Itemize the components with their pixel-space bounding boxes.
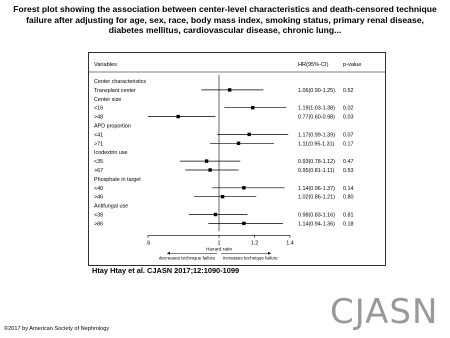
x-tick-label: 1.4 [286, 240, 294, 247]
point-estimate [228, 88, 231, 91]
x-tick-label: .6 [145, 240, 151, 247]
group-label: Phosphate in target [94, 176, 141, 183]
p-value: 0.47 [343, 159, 354, 166]
row-label: >46 [94, 194, 104, 201]
hr-value: 1.11(0.95-1.31) [298, 141, 335, 148]
hr-value: 1.19(1.03-1.38) [298, 105, 335, 112]
group-label: Center size [94, 96, 122, 103]
forest-plot [88, 52, 386, 266]
row-label: <41 [94, 132, 104, 139]
hr-value: 1.06(0.90-1.25) [298, 87, 335, 94]
citation: Htay Htay et al. CJASN 2017;12:1090-1099 [92, 266, 240, 275]
group-label: Antifungal use [94, 203, 129, 210]
header-p-value: p-value [343, 62, 362, 68]
row-label: <16 [94, 105, 104, 112]
header-hr: HR(95%-CI) [298, 62, 329, 68]
slide-title: Forest plot showing the association between center-level characteristics and death-censored technique failure after adjusting for age, sex, race, body mass index, smoking status, primary renal disease, diabetes mellitus, cardiovascular disease, chronic lung... [13, 4, 437, 36]
p-value: 0.53 [343, 168, 354, 174]
row-label: >67 [94, 168, 104, 174]
p-value: 0.03 [343, 114, 354, 121]
point-estimate [237, 142, 240, 145]
row-label: <40 [94, 185, 104, 192]
row-label: Transplant center [94, 87, 136, 94]
p-value: 0.07 [343, 132, 354, 139]
hr-value: 0.98(0.83-1.16) [298, 212, 335, 219]
group-label: APD proportion [94, 123, 131, 130]
hr-value: 1.17(0.99-1.39) [298, 132, 335, 139]
hr-value: 1.14(0.96-1.37) [298, 185, 335, 192]
journal-logo: CJASN [330, 292, 439, 332]
row-label: <35 [94, 159, 104, 166]
direction-label-right: increases technique failure [223, 255, 278, 261]
point-estimate [208, 168, 211, 171]
x-tick-label: 1.2 [250, 240, 259, 247]
point-estimate [214, 213, 217, 216]
point-estimate [176, 115, 179, 118]
p-value: 0.02 [343, 105, 354, 112]
p-value: 0.18 [343, 221, 354, 228]
row-label: >86 [94, 221, 104, 228]
group-label: Center characteristics [94, 79, 147, 85]
hr-value: 0.93(0.78-1.12) [298, 159, 335, 166]
p-value: 0.80 [343, 194, 354, 201]
point-estimate [251, 106, 254, 109]
header-variables: Variables [94, 62, 117, 68]
hr-value: 0.77(0.60-0.98) [298, 114, 335, 121]
x-tick-label: 1 [217, 240, 221, 247]
p-value: 0.81 [343, 212, 354, 219]
p-value: 0.17 [343, 141, 354, 148]
group-label: Icodextrin use [94, 150, 128, 157]
point-estimate [242, 222, 245, 225]
point-estimate [247, 133, 250, 136]
row-label: <38 [94, 212, 104, 219]
hr-value: 0.95(0.81-1.11) [298, 168, 335, 174]
row-label: >48 [94, 114, 104, 121]
x-axis-label: Hazard ratio [205, 247, 233, 253]
p-value: 0.52 [343, 87, 354, 94]
copyright-notice: ©2017 by American Society of Nephrology [4, 326, 110, 332]
p-value: 0.14 [343, 185, 354, 192]
point-estimate [221, 195, 224, 198]
row-label: >71 [94, 141, 104, 148]
point-estimate [205, 159, 208, 162]
hr-value: 1.14(0.94-1.36) [298, 221, 335, 228]
point-estimate [242, 186, 245, 189]
direction-label-left: decreases technique failure [158, 255, 215, 261]
hr-value: 1.02(0.86-1.21) [298, 194, 335, 201]
forest-plot-figure [88, 52, 386, 266]
